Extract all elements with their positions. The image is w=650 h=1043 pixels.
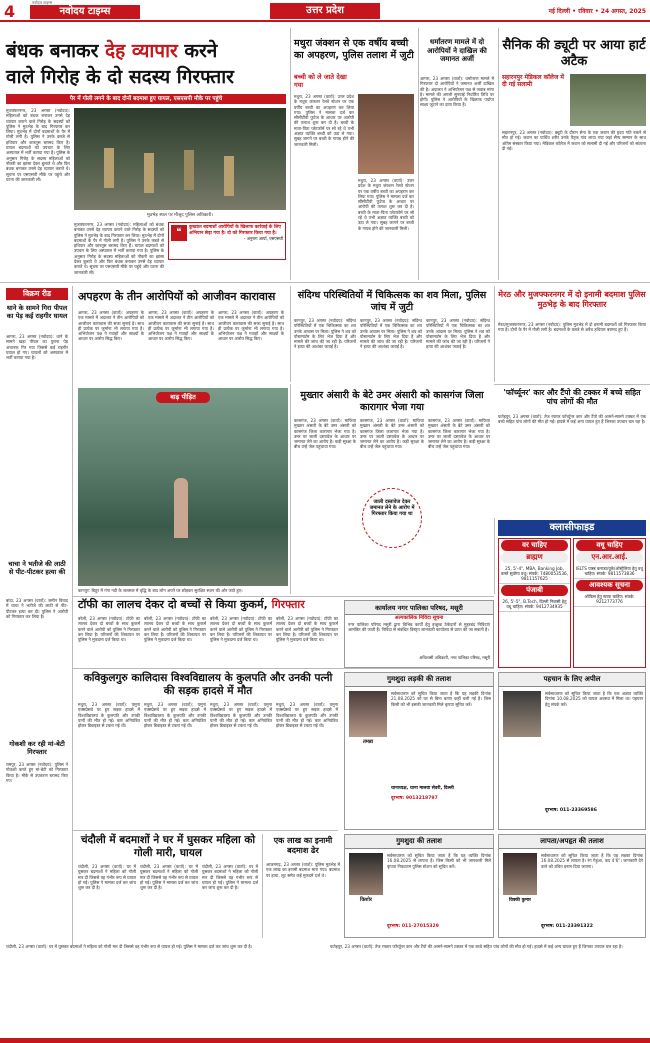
missing3-title: गुमशुदा की तलाश (345, 835, 493, 849)
missing3-phone: दूरभाष: 011-27015329 (387, 924, 439, 929)
story6-body-col3: कानपुर, 23 अगस्त (नवोदय): संदिग्ध परिस्थितियों में एक चिकित्सक का शव उनके आवास पर मिला। पुलिस ने शव को पोस्टमार्टम के लिए भेज दिया है और मामले की जांच की जा रही है। परिजनों ने हत्या की आशंका जताई है। (426, 318, 490, 350)
classified-col2 (573, 538, 646, 668)
lead-headline-highlight: देह व्यापार (105, 40, 178, 62)
flood-figure (174, 478, 188, 538)
story10-headline-red: गिरफ्तार (271, 598, 305, 611)
missing2-photo (503, 691, 541, 737)
classified-col2-sub2: आवश्यक सूचना (576, 580, 643, 591)
missing1-contact: थानाध्यक्ष, थाना मालवा सेवरी, दिल्ली (391, 786, 454, 791)
notice-box (344, 600, 494, 668)
story9-body: कासगंज, 23 अगस्त (वार्ता): माफिया मुख्तार अंसारी के बेटे उमर अंसारी को कासगंज जिला कारागार भेजा गया है। उमर पर जाली दस्तावेज के आधार पर जमानत लेने का आरोप है। कड़ी सुरक्षा के बीच उन्हें जेल पहुंचाया गया। (294, 418, 356, 450)
lead-quote-text: कुख्यात बदमाशों आरोपियों के खिलाफ कार्रवाई के लिए अभियान छेड़ा गया है। दो को गिरफ्तार किया गया है। (189, 225, 281, 236)
missing1-name: तमन्ना (363, 739, 373, 745)
story9-headline: मुख्तार अंसारी के बेटे उमर अंसारी को कासगंज जिला कारागार भेजा गया (300, 390, 484, 413)
story11-body-col4: मथुरा, 23 अगस्त (वार्ता): यमुना एक्सप्रेसवे पर हुए सड़क हादसे में विश्वविद्यालय के कुलपति और उनकी पत्नी की मौत हो गई। कार अनियंत्रित होकर डिवाइडर से टकरा गई थी। (276, 702, 338, 729)
missing1-phone: दूरभाष: 9013218797 (391, 796, 438, 801)
small-masthead: नवोदय टाइम्स (32, 0, 53, 5)
bottom-rule (0, 1038, 650, 1043)
story2-photo (358, 94, 414, 174)
dateline: नई दिल्ली • रविवार • 24 अगस्त, 2025 (548, 8, 646, 15)
missing3-body: सर्वसाधारण को सूचित किया जाता है कि यह व्यक्ति दिनांक 16.08.2025 से लापता है। जिस किसी को भी जानकारी मिले कृपया निकटतम पुलिस स्टेशन को सूचित करें। (387, 853, 491, 869)
flood-photo (78, 388, 288, 586)
missing4-photo (503, 853, 537, 895)
lead-quote-box (168, 222, 286, 260)
lead-headline-part1: बंधक बनाकर (6, 40, 99, 62)
story12-headline: चंदौली में बदमाशों ने घर में घुसकर महिला को गोली मारी, घायल (80, 834, 256, 859)
story3-body: आगरा, 23 अगस्त (वार्ता): धर्मांतरण मामले में गिरफ्तार दो आरोपियों ने जमानत अर्जी दाखिल की है। अदालत ने अभियोजन पक्ष से जवाब मांगा है। मामले की अगली सुनवाई निर्धारित तिथि पर होगी। पुलिस ने आरोपियों के खिलाफ पर्याप्त साक्ष्य जुटाने का दावा किया है। (420, 76, 494, 108)
lead-quote-author: - अनुराग आर्या, एसएसपी (243, 236, 283, 242)
section-label: उत्तर प्रदेश (270, 3, 380, 19)
story12-body-col2: चंदौली, 23 अगस्त (वार्ता): घर में घुसकर बदमाशों ने महिला को गोली मार दी जिससे वह गंभीर रूप से घायल हो गई। पुलिस ने मामला दर्ज कर जांच शुरू कर दी है। (140, 864, 198, 891)
brief-body1: आगरा, 23 अगस्त (नवोदय): थाने के सामने खड़ा पीपल का पुराना पेड़ अचानक गिर गया जिससे कई राहगीर घायल हो गए। घायलों को अस्पताल में भर्ती कराया गया है। (6, 334, 68, 361)
classified-col1-sub2: पंजाबी (501, 585, 568, 596)
story8-body: फतेहपुर, 23 अगस्त (वार्ता): तेज रफ्तार फॉर्च्यूनर कार और टैंपो की आमने-सामने टक्कर में एक बच्चे सहित पांच लोगों की मौत हो गई। हादसे में कई अन्य घायल हुए हैं जिनका उपचार चल रहा है। (498, 414, 646, 425)
missing4-body: सर्वसाधारण को सूचित किया जाता है कि यह लड़का दिनांक 16.08.2025 से लापता है। रंग गेहुंआ, कद 4'6"। जानकारी देने वाले को उचित इनाम दिया जाएगा। (541, 853, 643, 869)
page-number: 4 (4, 2, 16, 21)
story9-callout (362, 488, 422, 548)
lead-headline (6, 38, 286, 90)
classified-col1 (498, 538, 571, 668)
story5-body-col3: आगरा, 23 अगस्त (वार्ता): अपहरण के एक मामले में अदालत ने तीन आरोपियों को आजीवन कारावास की सजा सुनाई है। साथ ही प्रत्येक पर जुर्माना भी लगाया गया है। अभियोजन पक्ष ने गवाहों और साक्ष्यों के आधार पर आरोप सिद्ध किए। (218, 310, 284, 342)
brief-headline2: चाचा ने भतीजे की लाठी से पीट-पीटकर हत्या की (8, 560, 66, 576)
brief-body2: बांदा, 23 अगस्त (वार्ता): जमीन विवाद में चाचा ने भतीजे की लाठी से पीट-पीटकर हत्या कर दी। पुलिस ने आरोपी को गिरफ्तार कर लिया है। (6, 598, 68, 619)
story11-body-col3: मथुरा, 23 अगस्त (वार्ता): यमुना एक्सप्रेसवे पर हुए सड़क हादसे में विश्वविद्यालय के कुलपति और उनकी पत्नी की मौत हो गई। कार अनियंत्रित होकर डिवाइडर से टकरा गई थी। (210, 702, 272, 729)
story4-kicker: सहारनपुर मेडिकल कॉलेज में दी गई सलामी (502, 74, 565, 89)
story10-body-col3: बरेली, 23 अगस्त (नवोदय): टॉफी का लालच देकर दो बच्चों के साथ कुकर्म करने वाले आरोपी को पुलिस ने गिरफ्तार कर लिया है। परिजनों की शिकायत पर पुलिस ने मुकदमा दर्ज किया था। (210, 616, 272, 643)
missing4-box (498, 834, 646, 938)
missing2-body: सर्वसाधारण को सूचित किया जाता है कि एक अज्ञात व्यक्ति दिनांक 10.08.2025 को घायल अवस्था में मिला था। पहचान हेतु संपर्क करें। (545, 691, 643, 707)
story11-headline: कविकुलगुरु कालिदास विश्वविद्यालय के कुलपति और उनकी पत्नी की सड़क हादसे में मौत (83, 672, 333, 697)
story12-body: चंदौली, 23 अगस्त (वार्ता): घर में घुसकर बदमाशों ने महिला को गोली मार दी जिससे वह गंभीर रूप से घायल हो गई। पुलिस ने मामला दर्ज कर जांच शुरू कर दी है। (78, 864, 136, 891)
story4-headline: सैनिक की ड्यूटी पर आया हार्ट अटैक (502, 38, 646, 69)
flood-caption: कानपुर: बिठूर में गंगा नदी के जलस्तर में वृद्धि के बाद लोग अपने घर छोड़कर सुरक्षित स्थान की ओर जाते हुए। (78, 588, 243, 593)
story10-body: बरेली, 23 अगस्त (नवोदय): टॉफी का लालच देकर दो बच्चों के साथ कुकर्म करने वाले आरोपी को पुलिस ने गिरफ्तार कर लिया है। परिजनों की शिकायत पर पुलिस ने मुकदमा दर्ज किया था। (78, 616, 140, 643)
missing1-body: सर्वसाधारण को सूचित किया जाता है कि यह लड़की दिनांक 21.08.2025 को घर से बिना बताए कहीं चली गई है। जिस किसी को भी इसकी जानकारी मिले कृपया सूचित करें। (391, 691, 491, 707)
masthead: नवोदय टाइम्स (30, 5, 140, 19)
story5-headline: अपहरण के तीन आरोपियों को आजीवन कारावास (78, 290, 276, 303)
missing2-box (498, 672, 646, 830)
brief-headline1: थाने के सामने गिरा पीपल का पेड़ कई राहगीर घायल (6, 304, 68, 320)
header-strip (0, 0, 650, 22)
classified-col2-sub: एन.आर.आई. (576, 552, 643, 563)
lead-headline-part2: करने (184, 40, 218, 62)
classified-title: क्लासीफाइड (498, 520, 646, 536)
story2-headline: मथुरा जंक्शन से एक वर्षीय बच्ची का अपहरण, पुलिस तलाश में जुटी (294, 38, 414, 61)
story11-body-col2: मथुरा, 23 अगस्त (वार्ता): यमुना एक्सप्रेसवे पर हुए सड़क हादसे में विश्वविद्यालय के कुलपति और उनकी पत्नी की मौत हो गई। कार अनियंत्रित होकर डिवाइडर से टकरा गई थी। (144, 702, 206, 729)
lead-photo-caption: मुठभेड़ स्थल पर मौजूद पुलिस अधिकारी। (146, 213, 214, 218)
lead-body-col2: मुजफ्फरनगर, 23 अगस्त (नवोदय): महिलाओं को बंधक बनाकर उनसे देह व्यापार कराने वाले गिरोह के सदस्यों को पुलिस ने मुठभेड़ के बाद गिरफ्तार कर लिया। मुठभेड़ में दोनों बदमाशों के पैर में गोली लगी है। पुलिस ने उनके कब्जे से हथियार और कारतूस बरामद किए हैं। घायल बदमाशों को उपचार के लिए अस्पताल में भर्ती कराया गया है। पुलिस के अनुसार गिरोह के सदस्य महिलाओं को नौकरी का झांसा देकर बुलाते थे और फिर बंधक बनाकर उनसे देह व्यापार कराते थे। सूचना पर एसएसपी मौके पर पहुंचे और घटना की जानकारी ली। (74, 222, 164, 275)
quote-icon: ❝ (171, 225, 187, 241)
notice-body: नगर पालिका परिषद मसूरी द्वारा विभिन्न कार्यों हेतु इच्छुक ठेकेदारों से मुहरबंद निविदाएं आमंत्रित की जाती हैं। निविदा से संबंधित विस्तृत जानकारी कार्यालय से प्राप्त की जा सकती है। (348, 622, 490, 633)
story9-body-col3: कासगंज, 23 अगस्त (वार्ता): माफिया मुख्तार अंसारी के बेटे उमर अंसारी को कासगंज जिला कारागार भेजा गया है। उमर पर जाली दस्तावेज के आधार पर जमानत लेने का आरोप है। कड़ी सुरक्षा के बीच उन्हें जेल पहुंचाया गया। (428, 418, 490, 450)
brief-headline3: गोकशी कर रही मां-बेटी गिरफ्तार (9, 740, 65, 756)
story4-body: सहारनपुर, 23 अगस्त (नवोदय): ड्यूटी के दौरान सेना के एक जवान की हृदय गति रुकने से मौत हो गई। जवान का पार्थिव शरीर उनके पैतृक गांव लाया गया जहां सैन्य सम्मान के साथ अंतिम संस्कार किया गया। मेडिकल कॉलेज में जवान को सलामी दी गई और परिजनों को सांत्वना दी गई। (502, 130, 646, 151)
story2-body-col2: मथुरा, 23 अगस्त (वार्ता): उत्तर प्रदेश के मथुरा जंक्शन रेलवे स्टेशन पर एक वर्षीय बच्ची का अपहरण कर लिया गया। पुलिस ने मामला दर्ज कर सीसीटीवी फुटेज के आधार पर आरोपी की तलाश शुरू कर दी है। बच्ची के माता-पिता प्लेटफॉर्म पर सो रहे थे तभी अज्ञात व्यक्ति बच्ची को उठा ले गया। सुबह जागने पर बच्ची के गायब होने की जानकारी मिली। (358, 178, 414, 231)
story6-body-col2: कानपुर, 23 अगस्त (नवोदय): संदिग्ध परिस्थितियों में एक चिकित्सक का शव उनके आवास पर मिला। पुलिस ने शव को पोस्टमार्टम के लिए भेज दिया है और मामले की जांच की जा रही है। परिजनों ने हत्या की आशंका जताई है। (360, 318, 422, 350)
brief-label: विक्रम रीड (6, 288, 68, 300)
missing3-photo (349, 853, 383, 895)
brief-body3: रामपुर, 23 अगस्त (नवोदय): पुलिस ने गोकशी करते हुए मां-बेटी को गिरफ्तार किया है। मौके से उपकरण बरामद किए गए। (6, 762, 68, 783)
story5-body-col2: आगरा, 23 अगस्त (वार्ता): अपहरण के एक मामले में अदालत ने तीन आरोपियों को आजीवन कारावास की सजा सुनाई है। साथ ही प्रत्येक पर जुर्माना भी लगाया गया है। अभियोजन पक्ष ने गवाहों और साक्ष्यों के आधार पर आरोप सिद्ध किए। (148, 310, 214, 342)
story13-headline: एक लाख का इनामी बदमाश ढेर (273, 836, 333, 855)
story12-body-col3: चंदौली, 23 अगस्त (वार्ता): घर में घुसकर बदमाशों ने महिला को गोली मार दी जिससे वह गंभीर रूप से घायल हो गई। पुलिस ने मामला दर्ज कर जांच शुरू कर दी है। (202, 864, 258, 891)
lead-headline-line2: वाले गिरोह के दो सदस्य गिरफ्तार (6, 66, 234, 88)
classified-col1-sub: ब्राह्मण (501, 552, 568, 563)
story3-headline: धर्मांतरण मामले में दो आरोपियों ने दाखिल की जमानत अर्जी (427, 38, 487, 64)
missing2-title: पहचान के लिए अपील (499, 673, 645, 687)
missing1-photo (349, 691, 387, 737)
notice-title: कार्यालय नगर पालिका परिषद, मसूरी (345, 601, 493, 615)
notice-subtitle: अल्पकालिक निविदा सूचना (394, 615, 444, 621)
story9-callout-text: जाली दस्तावेज देकर जमानत लेने के आरोप में गिरफ्तार किया गया था (369, 499, 415, 517)
story2-kicker: बच्ची को ले जाते देखा गया (294, 73, 347, 89)
lead-photo (74, 108, 286, 210)
missing2-phone: दूरभाष: 011-23369586 (545, 808, 597, 813)
classified-col2-head: वधू चाहिए (576, 540, 643, 551)
story6-headline: संदिग्ध परिस्थितियों में चिकित्सक का शव मिला, पुलिस जांच में जुटी (297, 290, 487, 313)
classified-col2-ad2: ऑफिस हेतु स्टाफ चाहिए। संपर्क: 9212773776 (574, 592, 645, 607)
missing3-box (344, 834, 494, 938)
story11-body: मथुरा, 23 अगस्त (वार्ता): यमुना एक्सप्रेसवे पर हुए सड़क हादसे में विश्वविद्यालय के कुलपति और उनकी पत्नी की मौत हो गई। कार अनियंत्रित होकर डिवाइडर से टकरा गई थी। (78, 702, 140, 729)
lead-body: मुजफ्फरनगर, 23 अगस्त (नवोदय): महिलाओं को बंधक बनाकर उनसे देह व्यापार कराने वाले गिरोह के सदस्यों को पुलिस ने मुठभेड़ के बाद गिरफ्तार कर लिया। मुठभेड़ में दोनों बदमाशों के पैर में गोली लगी है। पुलिस ने उनके कब्जे से हथियार और कारतूस बरामद किए हैं। घायल बदमाशों को उपचार के लिए अस्पताल में भर्ती कराया गया है। पुलिस के अनुसार गिरोह के सदस्य महिलाओं को नौकरी का झांसा देकर बुलाते थे और फिर बंधक बनाकर उनसे देह व्यापार कराते थे। सूचना पर एसएसपी मौके पर पहुंचे और घटना की जानकारी ली। (6, 108, 70, 182)
missing4-name: विक्की कुमार (509, 898, 531, 903)
classified-col2-ad1: IELTS पास्ड कनाडा/यूके/ऑस्ट्रेलिया हेतु वधू चाहिए। संपर्क: 9811573836 (574, 564, 645, 579)
story4-photo (570, 74, 646, 126)
lower-fill-left: चंदौली, 23 अगस्त (वार्ता): घर में घुसकर बदमाशों ने महिला को गोली मार दी जिससे वह गंभीर रूप से घायल हो गई। पुलिस ने मामला दर्ज कर जांच शुरू कर दी है। (6, 944, 253, 949)
story10-body-col4: बरेली, 23 अगस्त (नवोदय): टॉफी का लालच देकर दो बच्चों के साथ कुकर्म करने वाले आरोपी को पुलिस ने गिरफ्तार कर लिया है। परिजनों की शिकायत पर पुलिस ने मुकदमा दर्ज किया था। (276, 616, 338, 643)
story9-body-col2: कासगंज, 23 अगस्त (वार्ता): माफिया मुख्तार अंसारी के बेटे उमर अंसारी को कासगंज जिला कारागार भेजा गया है। उमर पर जाली दस्तावेज के आधार पर जमानत लेने का आरोप है। कड़ी सुरक्षा के बीच उन्हें जेल पहुंचाया गया। (360, 418, 424, 450)
lower-fill-right: फतेहपुर, 23 अगस्त (वार्ता): तेज रफ्तार फॉर्च्यूनर कार और टैंपो की आमने-सामने टक्कर में एक बच्चे सहित पांच लोगों की मौत हो गई। हादसे में कई अन्य घायल हुए हैं जिनका उपचार चल रहा है। (330, 944, 623, 949)
story6-body: कानपुर, 23 अगस्त (नवोदय): संदिग्ध परिस्थितियों में एक चिकित्सक का शव उनके आवास पर मिला। पुलिस ने शव को पोस्टमार्टम के लिए भेज दिया है और मामले की जांच की जा रही है। परिजनों ने हत्या की आशंका जताई है। (294, 318, 356, 350)
story7-headline: मेरठ और मुजफ्फरनगर में दो इनामी बदमाश पुलिस मुठभेड़ के बाद गिरफ्तार (498, 290, 646, 309)
flood-label: बाढ़ पीड़ित (156, 392, 210, 403)
story8-headline: 'फॉर्च्यूनर' कार और टैंपो की टक्कर में बच्चे सहित पांच लोगों की मौत (503, 388, 641, 407)
missing4-title: लापता/अपहृत की तलाश (499, 835, 645, 849)
classified-col1-ad2: 26, 5'-5", B.Tech, दिल्ली निवासी हेतु वधू चाहिए। संपर्क: 9412734935 (499, 597, 570, 612)
notice-signature: अधिशासी अधिकारी, नगर पालिका परिषद, मसूरी (419, 655, 490, 660)
classified-col1-ad1: 25, 5'-4", MBA, Banking Job, वास्ते सुयोग्य वधू। संपर्क: 7480053536, 9811157625 (499, 564, 570, 584)
story10-headline-main: टॉफी का लालच देकर दो बच्चों से किया कुकर्म, (78, 598, 268, 611)
missing4-phone: दूरभाष: 011-23391322 (541, 924, 593, 929)
lead-subbanner: पैर में गोली लगने के बाद दोनों बदमाश हुए घायल, एसएसपी मौके पर पहुंचे (6, 94, 286, 104)
police-figures (94, 138, 264, 198)
story2-body: मथुरा, 23 अगस्त (वार्ता): उत्तर प्रदेश के मथुरा जंक्शन रेलवे स्टेशन पर एक वर्षीय बच्ची का अपहरण कर लिया गया। पुलिस ने मामला दर्ज कर सीसीटीवी फुटेज के आधार पर आरोपी की तलाश शुरू कर दी है। बच्ची के माता-पिता प्लेटफॉर्म पर सो रहे थे तभी अज्ञात व्यक्ति बच्ची को उठा ले गया। सुबह जागने पर बच्ची के गायब होने की जानकारी मिली। (294, 94, 354, 147)
story10-headline (78, 598, 338, 611)
missing1-title: गुमशुदा लड़की की तलाश (345, 673, 493, 687)
story10-body-col2: बरेली, 23 अगस्त (नवोदय): टॉफी का लालच देकर दो बच्चों के साथ कुकर्म करने वाले आरोपी को पुलिस ने गिरफ्तार कर लिया है। परिजनों की शिकायत पर पुलिस ने मुकदमा दर्ज किया था। (144, 616, 206, 643)
story7-body: मेरठ/मुजफ्फरनगर, 23 अगस्त (नवोदय): पुलिस मुठभेड़ में दो इनामी बदमाशों को गिरफ्तार किया गया है। दोनों के पैर में गोली लगी है। बदमाशों के कब्जे से अवैध हथियार बरामद हुए हैं। (498, 322, 646, 333)
missing1-box (344, 672, 494, 830)
story13-body: आजमगढ़, 23 अगस्त (वार्ता): पुलिस मुठभेड़ में एक लाख का इनामी बदमाश मारा गया। बदमाश पर हत्या, लूट समेत कई मुकदमे दर्ज थे। (266, 862, 340, 878)
missing3-name: किशोर (360, 897, 372, 903)
classified-col1-head: वर चाहिए (501, 540, 568, 551)
story5-body: आगरा, 23 अगस्त (वार्ता): अपहरण के एक मामले में अदालत ने तीन आरोपियों को आजीवन कारावास की सजा सुनाई है। साथ ही प्रत्येक पर जुर्माना भी लगाया गया है। अभियोजन पक्ष ने गवाहों और साक्ष्यों के आधार पर आरोप सिद्ध किए। (78, 310, 144, 342)
